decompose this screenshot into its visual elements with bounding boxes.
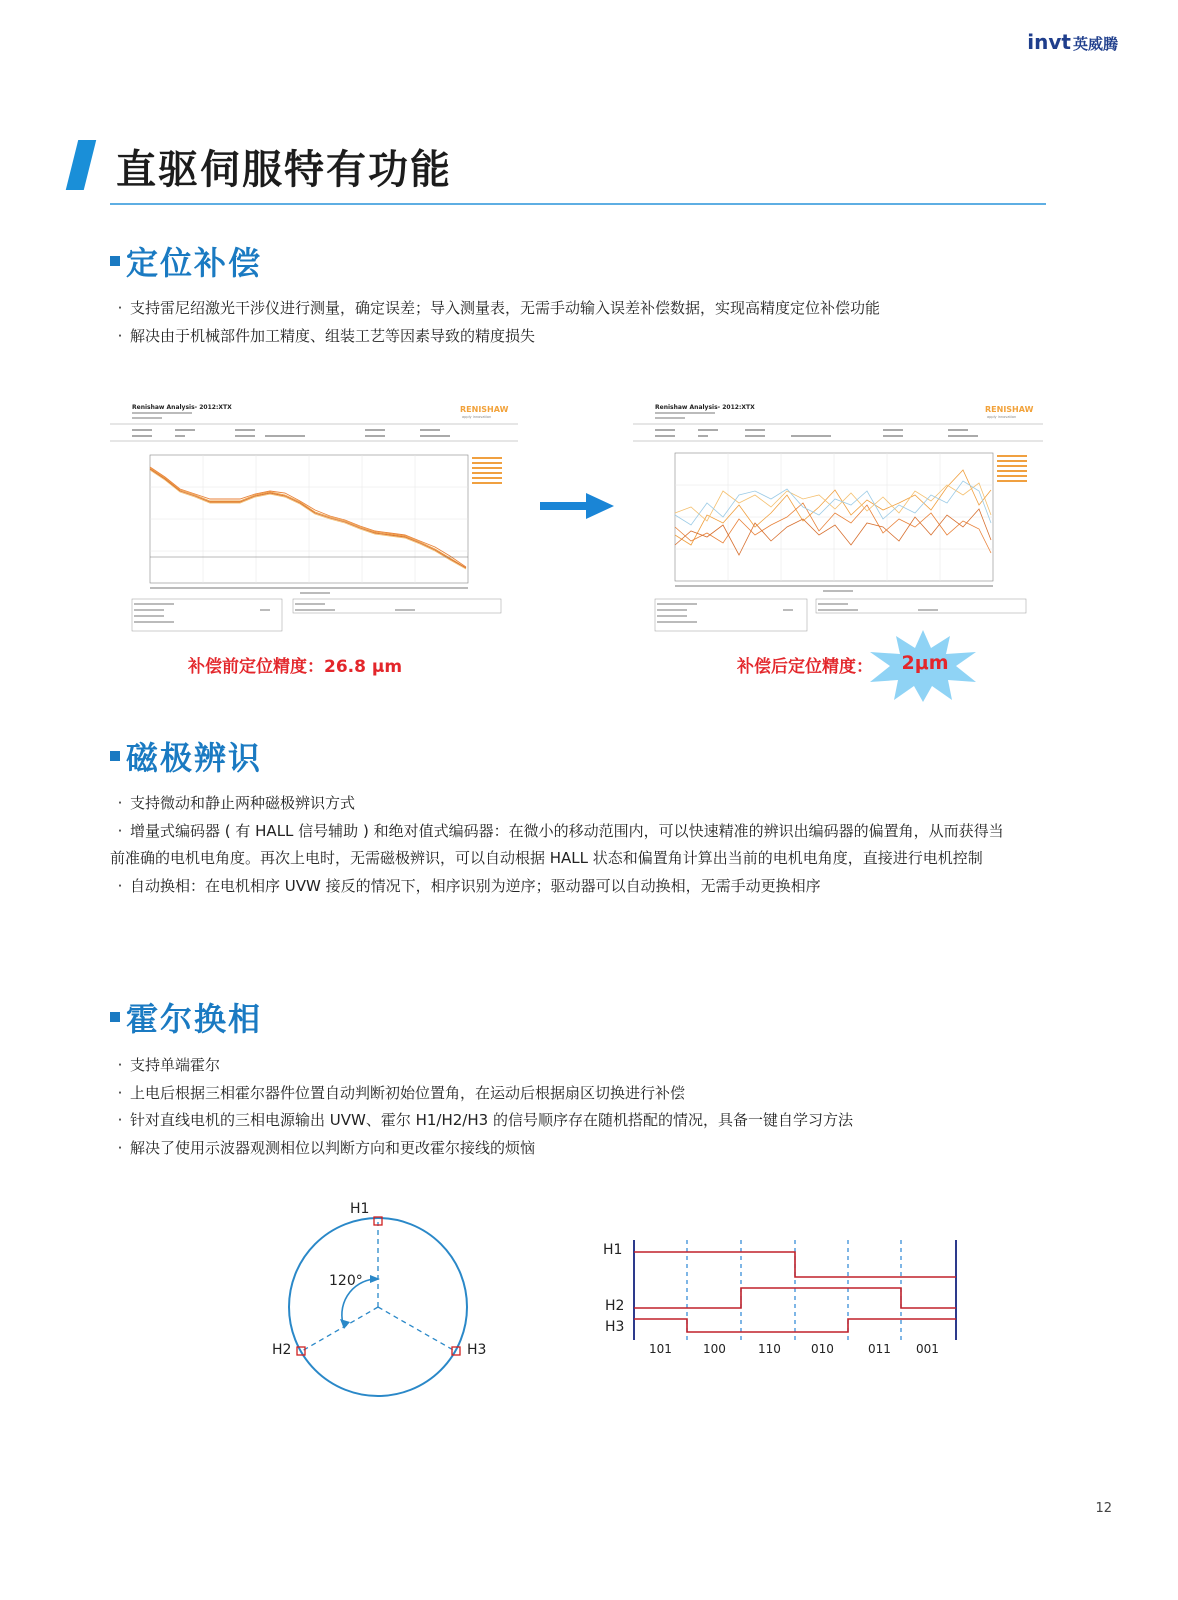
list-item [110,1080,1050,1108]
brand-logo [1027,30,1118,54]
logo-latin: invt [1027,30,1071,54]
bullet-dot: · [117,299,123,317]
bullet-text: 解决了使用示波器观测相位以判断方向和更改霍尔接线的烦恼 [130,1138,536,1157]
report-title: Renishaw Analysis- 2012:XTX [132,404,232,411]
hall-sensor-circle-diagram [262,1195,502,1405]
bullet-dot: · [117,326,123,345]
bullet-dot: · [117,876,123,895]
list-item [110,790,1050,818]
renishaw-logo: RENISHAW [985,405,1034,414]
bullet-text: 针对直线电机的三相电源输出 UVW、霍尔 H1/H2/H3 的信号顺序存在随机搭配的情况，具备一键自学习方法 [130,1111,853,1129]
bullet-text: 支持微动和静止两种磁极辨识方式 [130,794,356,812]
page-number: 12 [1095,1501,1112,1516]
state-label: 010 [811,1342,834,1356]
renishaw-logo: RENISHAW [460,405,509,414]
bullet-text: 增量式编码器 ( 有 HALL 信号辅助 ) 和绝对值式编码器：在微小的移动范围内，可以快速精准的辨识出编码器的偏置角，从而获得当 [130,821,1004,840]
report-after-image [633,395,1045,635]
after-value: 2μm [901,652,949,674]
bullet-dot: · [117,1111,123,1129]
list-item [110,1052,1050,1080]
arrow-right-icon [540,492,616,520]
state-label: 011 [868,1342,891,1356]
bullet-dot: · [117,1056,123,1074]
heading-square-icon [110,256,120,266]
heading-square-icon [110,751,120,761]
renishaw-tagline: apply innovation [462,415,492,419]
bullet-dot: · [117,1138,123,1157]
state-label: 110 [758,1342,781,1356]
signal-label-h1: H1 [603,1242,623,1258]
report-after-svg [633,395,1045,635]
title-divider [110,203,1046,205]
list-item [110,323,1050,351]
section-heading-positioning [110,238,262,284]
report-before-image [110,395,520,635]
state-label: 001 [916,1342,939,1356]
hall-label-h1: H1 [350,1201,370,1217]
list-item [110,818,1050,846]
bullet-text: 支持雷尼绍激光干涉仪进行测量，确定误差；导入测量表，无需手动输入误差补偿数据，实现高精度定位补偿功能 [130,299,881,317]
hall-label-h2: H2 [272,1342,292,1358]
before-caption: 补偿前定位精度：26.8 μm [188,657,403,677]
report-title: Renishaw Analysis- 2012:XTX [655,404,755,411]
after-caption: 补偿后定位精度： [737,657,873,677]
state-label: 101 [649,1342,672,1356]
bullet-list-pole-identification [110,790,1050,900]
list-item [110,873,1050,901]
bullet-text: 支持单端霍尔 [130,1056,221,1074]
state-label: 100 [703,1342,726,1356]
section-heading-text: 霍尔换相 [126,1000,263,1038]
page-title: 直驱伺服特有功能 [116,147,452,193]
report-before-svg [110,395,520,635]
bullet-text: 前准确的电机电角度。再次上电时，无需磁极辨识，可以自动根据 HALL 状态和偏置角计算出当前的电机电角度，直接进行电机控制 [110,849,983,867]
hall-timing-diagram [598,1232,973,1362]
renishaw-tagline: apply innovation [987,415,1017,419]
list-item [110,295,1050,323]
signal-label-h2: H2 [605,1298,625,1314]
signal-h1-waveform [634,1252,956,1277]
bullet-dot: · [117,794,123,812]
list-item [110,1135,1050,1163]
logo-cn: 英威腾 [1072,35,1118,53]
section-heading-text: 定位补偿 [126,244,263,282]
hall-label-h3: H3 [467,1342,487,1358]
bullet-list-positioning [110,295,1050,350]
bullet-text: 上电后根据三相霍尔器件位置自动判断初始位置角，在运动后根据扇区切换进行补偿 [130,1083,686,1102]
signal-label-h3: H3 [605,1319,625,1335]
section-heading-pole-identification [110,733,262,779]
angle-label: 120° [329,1273,363,1289]
bullet-list-hall-commutation [110,1052,1050,1162]
bullet-text: 自动换相：在电机相序 UVW 接反的情况下，相序识别为逆序；驱动器可以自动换相，无需手动更换相序 [130,876,821,895]
bullet-dot: · [117,1083,123,1102]
title-accent-bar [66,140,96,190]
bullet-dot: · [117,821,123,840]
section-heading-hall-commutation [110,994,262,1040]
bullet-text: 解决由于机械部件加工精度、组装工艺等因素导致的精度损失 [130,326,536,345]
list-item [110,1107,1050,1135]
section-heading-text: 磁极辨识 [126,739,263,777]
list-item-continuation [110,845,1050,873]
heading-square-icon [110,1012,120,1022]
